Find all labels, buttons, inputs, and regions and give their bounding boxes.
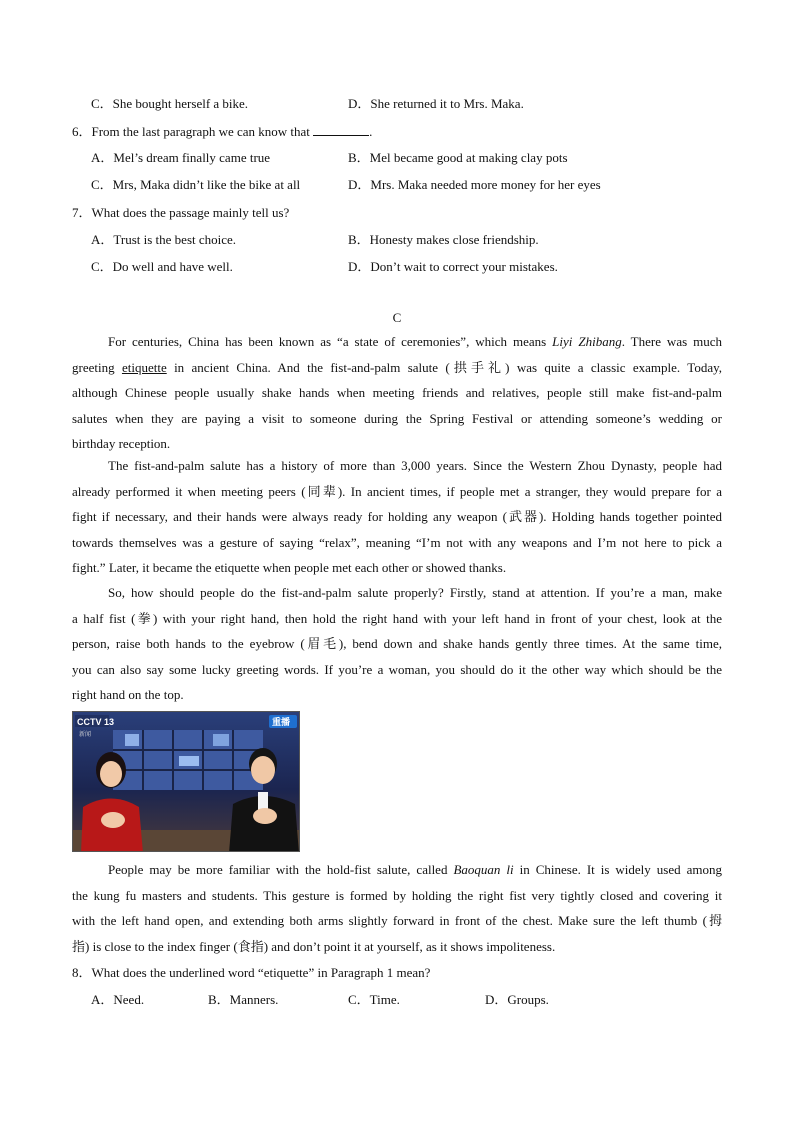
p1-line-3: although Chinese people usually shake hands when meeting friends and relatives, people still make fist-and-palm [72, 385, 722, 400]
paragraph-3 [72, 580, 722, 708]
p2-line-2: already performed it when meeting peers (同辈). In ancient times, if people met a stranger, they would prepare for a [72, 483, 722, 499]
p1-line-4: salutes when they are paying a visit to someone during the Spring Festival or attending someone’s wedding or [72, 410, 722, 426]
p4-line-1 [72, 857, 722, 883]
q6-stem-end: . [369, 124, 373, 139]
p4-line-3: with the left hand open, and extending both arms slightly forward in front of the chest. Make sure the left thumb (拇 [72, 913, 722, 928]
q8-option-a[interactable]: A．Need. [91, 992, 145, 1007]
q5-option-c[interactable]: C．She bought herself a bike. [91, 96, 249, 111]
q8-option-d[interactable]: D．Groups. [485, 992, 549, 1007]
news-anchors-photo [72, 711, 300, 852]
channel-logo: CCTV 13 [77, 717, 115, 727]
paragraph-4 [72, 857, 722, 959]
p2-line-5: fight.” Later, it became the etiquette when people met each other or showed thanks. [72, 560, 507, 575]
p1-line-2 [72, 355, 722, 381]
p1-line-1 [72, 329, 722, 355]
rerun-badge: 重播 [272, 718, 291, 728]
channel-sub: 新闻 [79, 731, 92, 738]
q6-stem [72, 123, 372, 140]
p4-text: People may be more familiar with the hold-fist salute, called [108, 862, 454, 877]
p3-line-2: a half fist (拳) with your right hand, then hold the right hand with your left hand in front of your chest, look at the [72, 610, 722, 626]
p4-line-2: the kung fu masters and students. This gesture is formed by holding the right fist very tightly closed and covering it [72, 887, 722, 903]
underlined-word-etiquette: etiquette [121, 359, 167, 375]
p1-text: in ancient China. And the fist-and-palm salute (拱手礼) was quite a classic example. Today, [166, 359, 722, 375]
p3-line-5: right hand on the top. [72, 687, 184, 702]
q7-stem: 7．What does the passage mainly tell us? [72, 205, 290, 220]
p4-text: in Chinese. It is widely used among [513, 862, 722, 877]
p1-text: greeting [72, 359, 122, 375]
q6-answer-blank[interactable] [313, 123, 369, 136]
q6-option-c[interactable]: C．Mrs, Maka didn’t like the bike at all [91, 177, 301, 192]
q6-option-a[interactable]: A．Mel’s dream finally came true [91, 150, 271, 165]
p3-line-4: you can also say some lucky greeting words. If you’re a woman, you should do it the other way which should be the [72, 661, 722, 677]
p3-line-3: person, raise both hands to the eyebrow (眉毛), bend down and shake hands gently three times. At the same time, [72, 636, 722, 651]
p1-text: For centuries, China has been known as “a state of ceremonies”, which means [108, 334, 553, 349]
p4-line-4: 指) is close to the index finger (食指) and don’t point it at yourself, as it shows impoliteness. [72, 938, 556, 954]
p4-italic-term: Baoquan li [453, 862, 514, 877]
p2-line-1: The fist-and-palm salute has a history of more than 3,000 years. Since the Western Zhou Dynasty, people had [108, 458, 722, 473]
section-title: C [392, 310, 402, 325]
q7-option-b[interactable]: B．Honesty makes close friendship. [348, 232, 539, 247]
q6-option-d[interactable]: D．Mrs. Maka needed more money for her eyes [348, 177, 601, 192]
q7-option-c[interactable]: C．Do well and have well. [91, 259, 233, 274]
q8-option-c[interactable]: C．Time. [348, 992, 400, 1007]
p3-line-1: So, how should people do the fist-and-palm salute properly? Firstly, stand at attention. If you’re a man, make [108, 585, 722, 600]
q7-option-d[interactable]: D．Don’t wait to correct your mistakes. [348, 259, 558, 274]
q6-stem-text: 6．From the last paragraph we can know that [72, 124, 314, 139]
p1-italic-term: Liyi Zhibang [552, 334, 622, 349]
q5-option-d[interactable]: D．She returned it to Mrs. Maka. [348, 96, 524, 111]
photo-illustration [73, 712, 300, 852]
paragraph-2 [72, 453, 722, 581]
p2-line-3: fight if necessary, and their hands were always ready for holding any weapon (武器). Holding hands together pointed [72, 509, 722, 524]
p1-text: . There was much [621, 334, 722, 349]
q6-option-b[interactable]: B．Mel became good at making clay pots [348, 150, 568, 165]
p1-line-5: birthday reception. [72, 436, 171, 451]
q8-option-b[interactable]: B．Manners. [208, 992, 279, 1007]
p2-line-4: towards themselves was a gesture of saying “relax”, meaning “I’m not with any weapons and I’m not here to pick a [72, 534, 722, 550]
paragraph-1 [72, 329, 722, 457]
q7-option-a[interactable]: A．Trust is the best choice. [91, 232, 237, 247]
q8-stem: 8．What does the underlined word “etiquette” in Paragraph 1 mean? [72, 965, 431, 980]
